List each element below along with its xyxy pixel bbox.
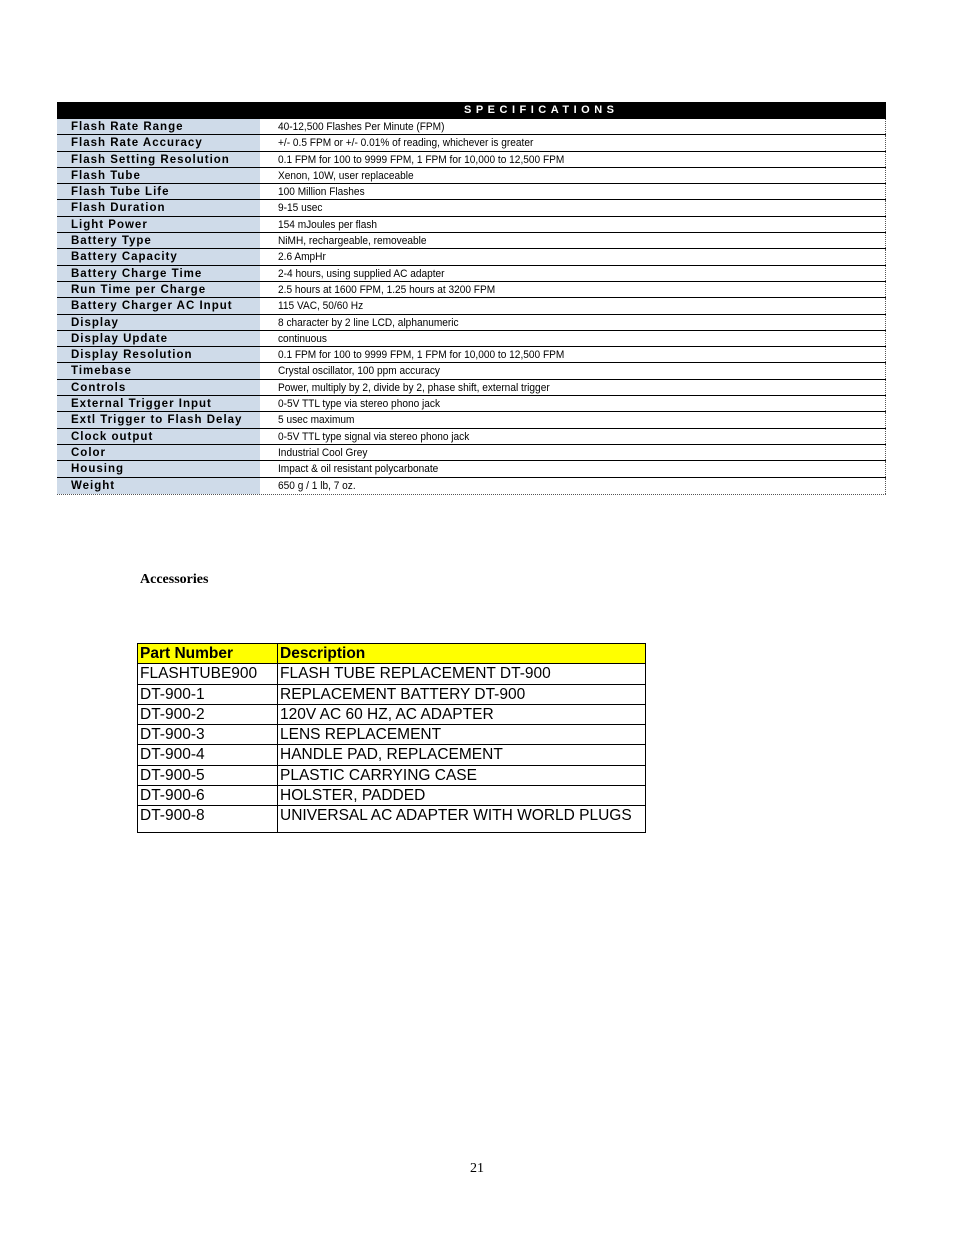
spec-value: [260, 478, 886, 494]
part-number-cell: DT-900-5: [138, 765, 278, 785]
spec-value: [260, 363, 886, 378]
spec-value: [260, 282, 886, 297]
spec-row: [57, 233, 886, 249]
description-cell: PLASTIC CARRYING CASE: [278, 765, 646, 785]
table-row: [138, 806, 646, 833]
table-row: [138, 745, 646, 765]
description-cell: 120V AC 60 HZ, AC ADAPTER: [278, 704, 646, 724]
spec-value-text: 9-15 usec: [278, 202, 323, 215]
spec-value: [260, 249, 886, 264]
spec-row: [57, 461, 886, 477]
specifications-title: SPECIFICATIONS: [464, 104, 619, 116]
description-cell: HOLSTER, PADDED: [278, 786, 646, 806]
spec-label: Color: [57, 445, 260, 460]
spec-label: Weight: [57, 478, 260, 494]
spec-value: [260, 152, 886, 167]
spec-label: Extl Trigger to Flash Delay: [57, 412, 260, 427]
description-cell: UNIVERSAL AC ADAPTER WITH WORLD PLUGS: [278, 806, 646, 833]
spec-row: [57, 119, 886, 135]
spec-value-text: 0.1 FPM for 100 to 9999 FPM, 1 FPM for 10,000 to 12,500 FPM: [278, 153, 565, 166]
spec-row: [57, 200, 886, 216]
spec-row: [57, 152, 886, 168]
spec-row: [57, 135, 886, 151]
part-number-cell: DT-900-6: [138, 786, 278, 806]
spec-label: Battery Charge Time: [57, 266, 260, 281]
spec-row: [57, 412, 886, 428]
table-row: [138, 664, 646, 684]
spec-label: Flash Setting Resolution: [57, 152, 260, 167]
spec-row: [57, 429, 886, 445]
spec-value: [260, 347, 886, 362]
spec-value: [260, 168, 886, 183]
spec-label: Battery Capacity: [57, 249, 260, 264]
column-header-part-number: Part Number: [138, 644, 278, 664]
part-number-cell: DT-900-4: [138, 745, 278, 765]
spec-value: [260, 217, 886, 232]
spec-value: [260, 315, 886, 330]
spec-value-text: Crystal oscillator, 100 ppm accuracy: [278, 365, 440, 378]
spec-value-text: 0-5V TTL type signal via stereo phono jack: [278, 430, 470, 443]
spec-value-text: 2.5 hours at 1600 FPM, 1.25 hours at 3200 FPM: [278, 283, 496, 296]
spec-row: [57, 363, 886, 379]
spec-value: [260, 184, 886, 199]
spec-value: [260, 380, 886, 395]
spec-value-text: +/- 0.5 FPM or +/- 0.01% of reading, whichever is greater: [278, 137, 534, 150]
spec-value-text: Xenon, 10W, user replaceable: [278, 169, 414, 182]
spec-value-text: Industrial Cool Grey: [278, 446, 368, 459]
part-number-cell: DT-900-2: [138, 704, 278, 724]
spec-value-text: 0.1 FPM for 100 to 9999 FPM, 1 FPM for 10,000 to 12,500 FPM: [278, 349, 565, 362]
spec-row: [57, 168, 886, 184]
spec-row: [57, 331, 886, 347]
spec-value: [260, 119, 886, 134]
spec-row: [57, 249, 886, 265]
spec-value-text: Impact & oil resistant polycarbonate: [278, 463, 439, 476]
spec-label: External Trigger Input: [57, 396, 260, 411]
spec-value-text: 2-4 hours, using supplied AC adapter: [278, 267, 445, 280]
accessories-heading: Accessories: [140, 572, 209, 587]
spec-value: [260, 135, 886, 150]
page-number: 21: [470, 1161, 484, 1176]
spec-value-text: 8 character by 2 line LCD, alphanumeric: [278, 316, 459, 329]
spec-row: [57, 184, 886, 200]
specifications-header: [57, 102, 886, 119]
spec-label: Battery Type: [57, 233, 260, 248]
spec-value: [260, 461, 886, 476]
spec-label: Controls: [57, 380, 260, 395]
spec-value-text: 100 Million Flashes: [278, 186, 365, 199]
spec-row: [57, 282, 886, 298]
table-row: [138, 786, 646, 806]
spec-value: [260, 266, 886, 281]
spec-label: Clock output: [57, 429, 260, 444]
spec-value: [260, 412, 886, 427]
part-number-cell: DT-900-8: [138, 806, 278, 833]
accessories-table: [137, 643, 646, 833]
table-row: [138, 684, 646, 704]
spec-label: Light Power: [57, 217, 260, 232]
spec-value: [260, 331, 886, 346]
part-number-cell: FLASHTUBE900: [138, 664, 278, 684]
part-number-cell: DT-900-1: [138, 684, 278, 704]
spec-value: [260, 233, 886, 248]
spec-value-text: 2.6 AmpHr: [278, 251, 326, 264]
spec-label: Run Time per Charge: [57, 282, 260, 297]
spec-row: [57, 347, 886, 363]
table-row: [138, 704, 646, 724]
spec-value: [260, 200, 886, 215]
column-header-description: Description: [278, 644, 646, 664]
spec-row: [57, 266, 886, 282]
spec-label: Flash Tube: [57, 168, 260, 183]
spec-value: [260, 396, 886, 411]
description-cell: LENS REPLACEMENT: [278, 725, 646, 745]
spec-label: Flash Duration: [57, 200, 260, 215]
spec-value-text: 650 g / 1 lb, 7 oz.: [278, 479, 356, 492]
spec-value-text: continuous: [278, 332, 327, 345]
spec-value: [260, 445, 886, 460]
spec-value: [260, 298, 886, 313]
spec-label: Flash Rate Range: [57, 119, 260, 134]
spec-label: Flash Rate Accuracy: [57, 135, 260, 150]
spec-label: Display Update: [57, 331, 260, 346]
spec-value: [260, 429, 886, 444]
spec-value-text: 154 mJoules per flash: [278, 218, 378, 231]
table-row: [138, 725, 646, 745]
spec-label: Timebase: [57, 363, 260, 378]
spec-row: [57, 478, 886, 494]
spec-label: Housing: [57, 461, 260, 476]
description-cell: HANDLE PAD, REPLACEMENT: [278, 745, 646, 765]
description-cell: REPLACEMENT BATTERY DT-900: [278, 684, 646, 704]
spec-value-text: Power, multiply by 2, divide by 2, phase shift, external trigger: [278, 381, 550, 394]
spec-label: Display Resolution: [57, 347, 260, 362]
spec-value-text: 40-12,500 Flashes Per Minute (FPM): [278, 121, 445, 133]
spec-label: Flash Tube Life: [57, 184, 260, 199]
spec-value-text: 0-5V TTL type via stereo phono jack: [278, 398, 441, 411]
spec-value-text: 5 usec maximum: [278, 414, 355, 427]
table-row: [138, 765, 646, 785]
spec-label: Battery Charger AC Input: [57, 298, 260, 313]
spec-value-text: NiMH, rechargeable, removeable: [278, 235, 427, 248]
table-header-row: [138, 644, 646, 664]
specifications-table: [57, 102, 886, 495]
spec-row: [57, 380, 886, 396]
part-number-cell: DT-900-3: [138, 725, 278, 745]
spec-value-text: 115 VAC, 50/60 Hz: [278, 300, 364, 313]
spec-row: [57, 445, 886, 461]
spec-row: [57, 298, 886, 314]
description-cell: FLASH TUBE REPLACEMENT DT-900: [278, 664, 646, 684]
spec-row: [57, 396, 886, 412]
spec-label: Display: [57, 315, 260, 330]
spec-row: [57, 217, 886, 233]
spec-row: [57, 315, 886, 331]
